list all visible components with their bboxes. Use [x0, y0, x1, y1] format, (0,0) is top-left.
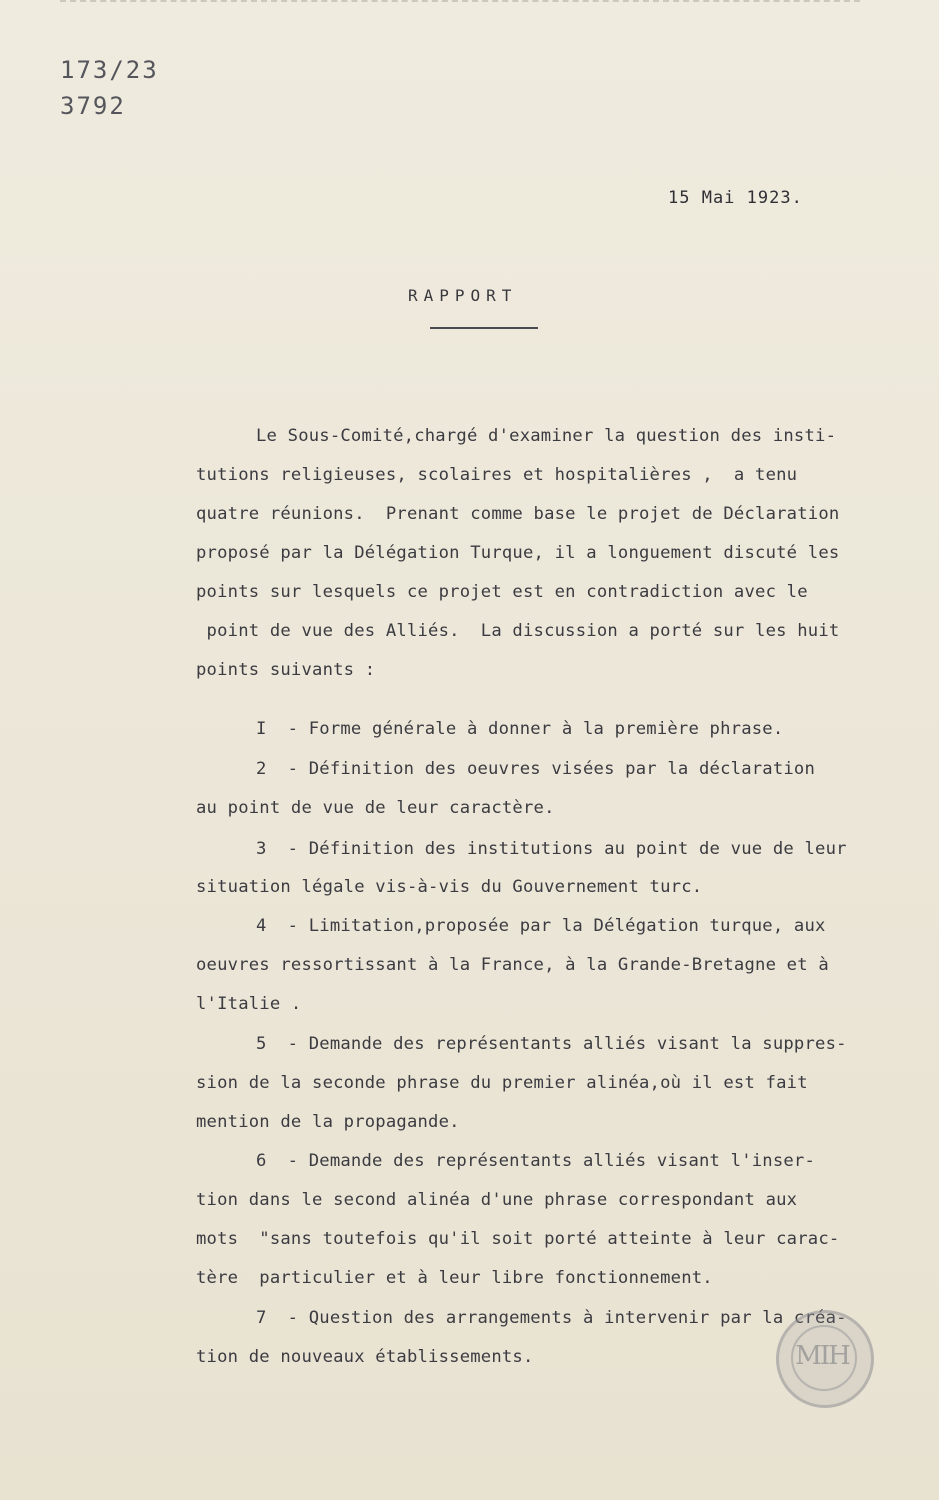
body-line: tion dans le second alinéa d'une phrase correspondant aux: [196, 1190, 798, 1210]
top-edge-rule: [60, 0, 860, 5]
point-7: 7 - Question des arrangements à intervenir par la créa-: [256, 1308, 847, 1328]
body-line: tère particulier et à leur libre fonctionnement.: [196, 1268, 713, 1288]
body-line: points suivants :: [196, 660, 376, 680]
body-line: situation légale vis-à-vis du Gouvernement turc.: [196, 877, 703, 897]
point-5: 5 - Demande des représentants alliés visant la suppres-: [256, 1034, 847, 1054]
body-line: mention de la propagande.: [196, 1112, 460, 1132]
body-line: point de vue des Alliés. La discussion a porté sur les huit: [196, 621, 840, 641]
body-line: mots "sans toutefois qu'il soit porté atteinte à leur carac-: [196, 1229, 840, 1249]
archive-seal-stamp: [776, 1310, 874, 1408]
body-line: l'Italie .: [196, 994, 302, 1014]
body-line: quatre réunions. Prenant comme base le projet de Déclaration: [196, 504, 840, 524]
point-2: 2 - Définition des oeuvres visées par la déclaration: [256, 759, 816, 779]
archive-number-bottom: 3792: [60, 92, 126, 120]
archive-number-top: 173/23: [60, 56, 159, 84]
point-1: I - Forme générale à donner à la première phrase.: [256, 719, 784, 739]
body-line: oeuvres ressortissant à la France, à la Grande-Bretagne et à: [196, 955, 829, 975]
body-line: tutions religieuses, scolaires et hospitalières , a tenu: [196, 465, 798, 485]
body-line: points sur lesquels ce projet est en contradiction avec le: [196, 582, 808, 602]
point-6: 6 - Demande des représentants alliés visant l'inser-: [256, 1151, 816, 1171]
body-line: sion de la seconde phrase du premier alinéa,où il est fait: [196, 1073, 808, 1093]
seal-monogram-icon: MIH: [795, 1341, 849, 1371]
title-underline: [430, 327, 538, 329]
body-line: Le Sous-Comité,chargé d'examiner la question des insti-: [256, 426, 837, 446]
body-line: tion de nouveaux établissements.: [196, 1347, 534, 1367]
point-4: 4 - Limitation,proposée par la Délégation turque, aux: [256, 916, 826, 936]
body-line: proposé par la Délégation Turque, il a longuement discuté les: [196, 543, 840, 563]
body-line: au point de vue de leur caractère.: [196, 798, 555, 818]
document-date: 15 Mai 1923.: [668, 188, 803, 208]
point-3: 3 - Définition des institutions au point de vue de leur: [256, 839, 847, 859]
document-title: RAPPORT: [408, 286, 518, 305]
